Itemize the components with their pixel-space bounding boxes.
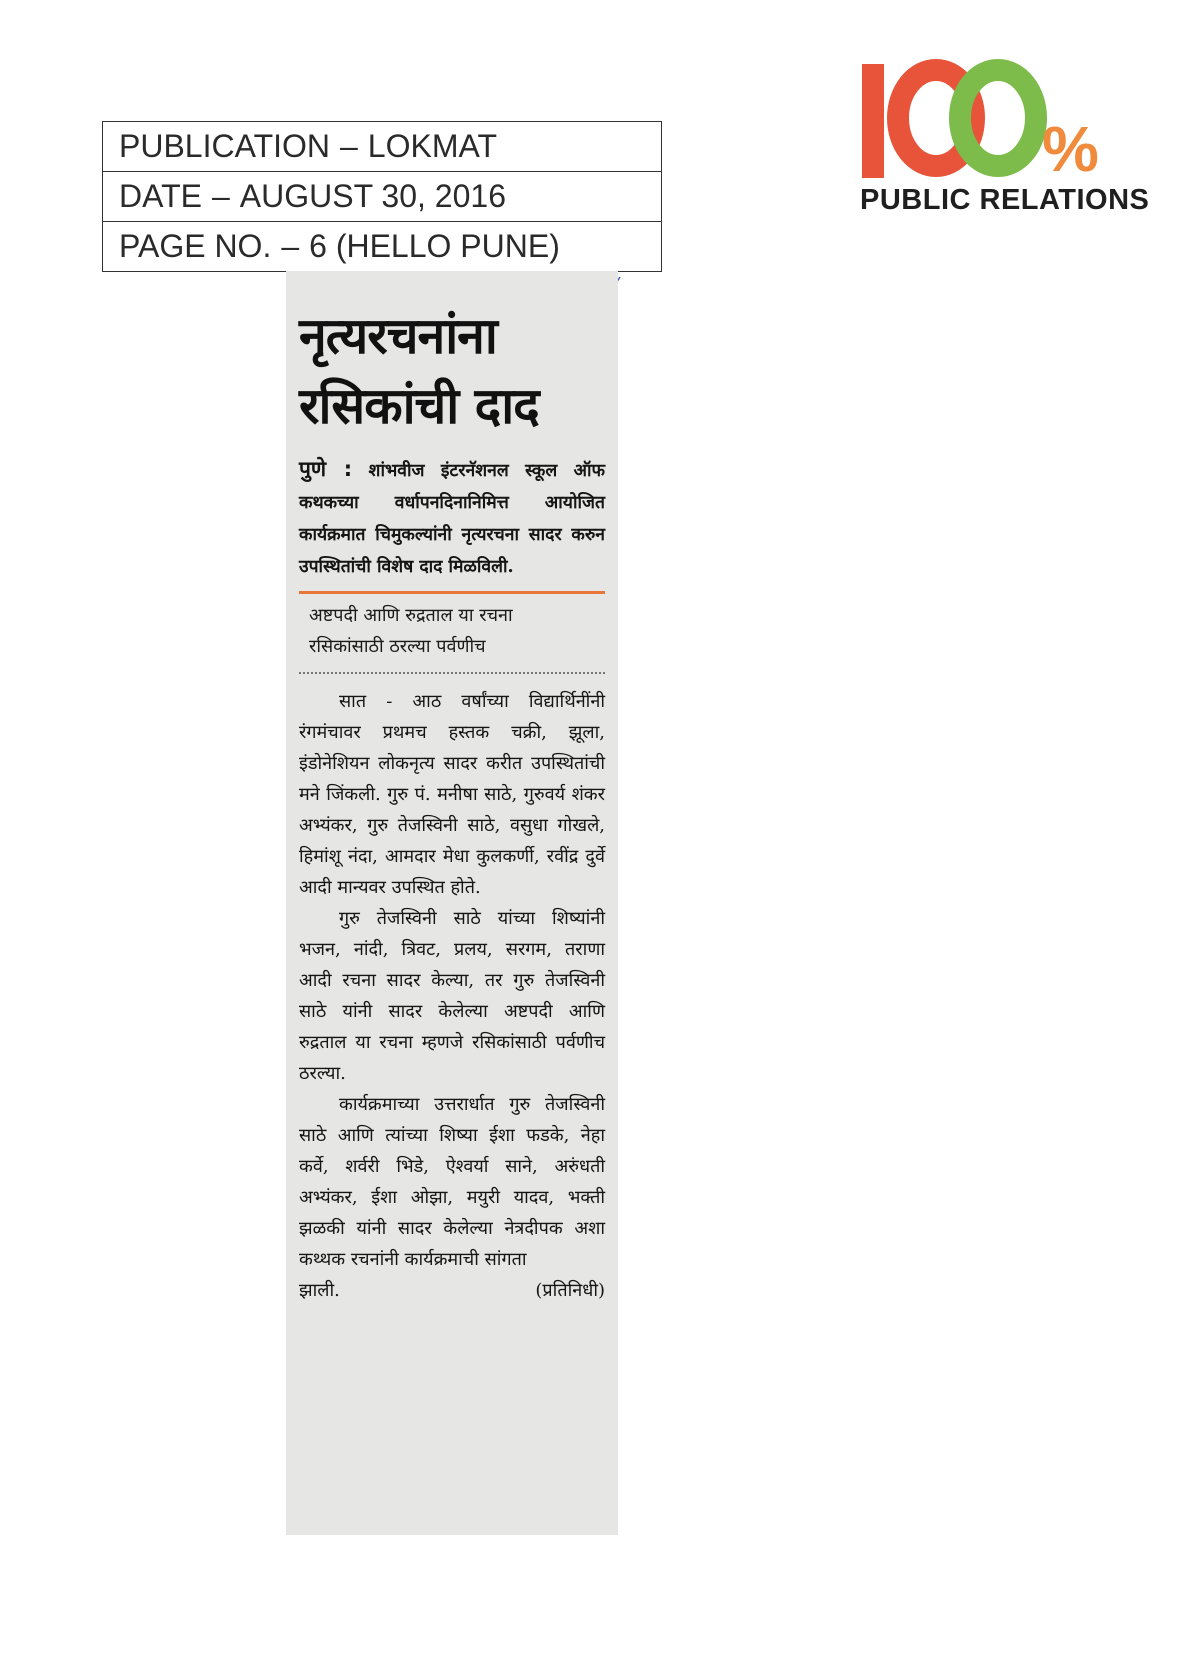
article-subhead — [309, 600, 605, 662]
closing-row — [299, 1275, 605, 1306]
publication-info-box — [102, 121, 662, 272]
publication-row — [103, 122, 661, 172]
page-row — [103, 222, 661, 271]
page-label: PAGE NO. — [119, 228, 272, 264]
article-headline — [299, 301, 605, 441]
headline-line: नृत्यरचनांना — [299, 307, 497, 365]
logo-tagline: PUBLIC RELATIONS — [860, 184, 1150, 216]
separator: – — [211, 178, 230, 214]
dotted-divider — [299, 672, 605, 674]
page-value: 6 (HELLO PUNE) — [309, 228, 560, 264]
date-row — [103, 172, 661, 222]
dateline: पुणे : — [299, 457, 353, 481]
article-paragraph: सात - आठ वर्षांच्या विद्यार्थिनींनी रंगमंचावर प्रथमच हस्तक चक्री, झूला, इंडोनेशियन लोकनृत्य सादर करीत उपस्थितांची मने जिंकली. गुरु पं. मनीषा साठे, गुरुवर्य शंकर अभ्यंकर, गुरु तेजस्विनी साठे, वसुधा गोखले, हिमांशू नंदा, आमदार मेधा कुलकर्णी, रवींद्र दुर्वे आदी मान्यवर उपस्थित होते. — [299, 691, 605, 898]
article — [299, 301, 605, 1306]
orange-divider — [299, 591, 605, 594]
newspaper-clipping — [286, 271, 618, 1535]
article-lead — [299, 453, 605, 583]
lead-text: शांभवीज इंटरनॅशनल स्कूल ऑफ कथकच्या वर्धापनदिनानिमित्त आयोजित कार्यक्रमात चिमुकल्यांनी नृत्यरचना सादर करुन उपस्थितांची विशेष दाद मिळविली. — [299, 461, 606, 577]
byline: (प्रतिनिधी) — [535, 1280, 605, 1301]
date-value: AUGUST 30, 2016 — [239, 178, 506, 214]
separator: – — [340, 128, 358, 164]
publication-value: LOKMAT — [367, 128, 497, 164]
headline-line: रसिकांची दाद — [299, 377, 539, 435]
publication-label: PUBLICATION — [119, 128, 330, 164]
subhead-line: रसिकांसाठी ठरल्या पर्वणीच — [309, 636, 486, 657]
logo-digit-one — [862, 64, 884, 178]
article-paragraph: गुरु तेजस्विनी साठे यांच्या शिष्यांनी भजन, नांदी, त्रिवट, प्रलय, सरगम, तराणा आदी रचना सादर केल्या, तर गुरु तेजस्विनी साठे यांनी सादर केलेल्या अष्टपदी आणि रुद्रताल या रचना म्हणजे रसिकांसाठी पर्वणीच ठरल्या. — [299, 908, 605, 1084]
date-label: DATE — [119, 178, 202, 214]
logo-percent-sign: % — [1042, 113, 1099, 185]
separator: – — [281, 228, 300, 264]
subhead-line: अष्टपदी आणि रुद्रताल या रचना — [309, 605, 513, 626]
article-paragraph: कार्यक्रमाच्या उत्तरार्धात गुरु तेजस्विनी साठे आणि त्यांच्या शिष्या ईशा फडके, नेहा कर्वे, शर्वरी भिडे, ऐश्वर्या साने, अरुंधती अभ्यंकर, ईशा ओझा, मयुरी यादव, भक्ती झळकी यांनी सादर केलेल्या नेत्रदीपक अशा कथ्थक रचनांनी कार्यक्रमाची सांगता — [299, 1094, 605, 1270]
final-word: झाली. — [299, 1280, 340, 1301]
